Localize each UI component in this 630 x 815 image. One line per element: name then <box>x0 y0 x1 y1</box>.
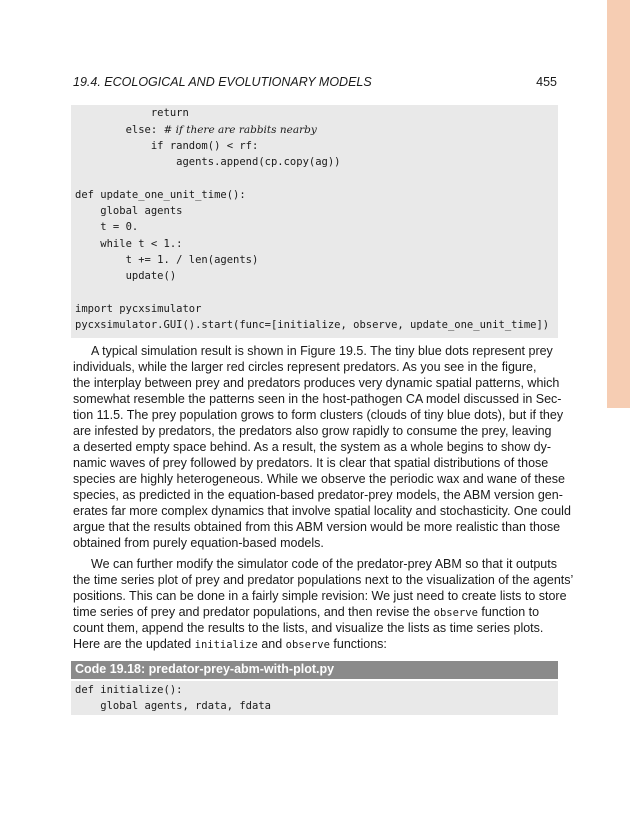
text-line: count them, append the results to the lists, and visualize the lists as time series plots. <box>73 621 544 635</box>
code-line: if random() < rf: <box>75 140 259 152</box>
section-title: 19.4. ECOLOGICAL AND EVOLUTIONARY MODELS <box>73 75 372 89</box>
text-line: erates far more complex dynamics that involve spatial locality and stochasticity. One could <box>73 504 571 518</box>
code-line: while t < 1.: <box>75 238 183 250</box>
text-line: species, as predicted in the equation-based predator-prey models, the ABM version gen- <box>73 488 563 502</box>
text-span: Here are the updated <box>73 637 195 651</box>
text-line: somewhat resemble the patterns seen in the host-pathogen CA model discussed in Sec- <box>73 392 562 406</box>
text-span: and <box>257 637 286 651</box>
code-block <box>71 681 558 715</box>
code-line: update() <box>75 270 177 282</box>
text-line: the interplay between prey and predators produces very dynamic spatial patterns, which <box>73 376 560 390</box>
code-comment: # if there are rabbits nearby <box>163 124 317 136</box>
chapter-side-tab <box>607 0 630 408</box>
text-span: function to <box>477 605 540 619</box>
text-line: a deserted empty space behind. As a result, the system as a whole begins to show dy- <box>73 440 552 454</box>
text-line: positions. This can be done in a fairly simple revision: We just need to create lists to store <box>73 589 567 603</box>
inline-code: observe <box>433 607 478 619</box>
code-line: pycxsimulator.GUI().start(func=[initialize, observe, update_one_unit_time]) <box>75 319 550 331</box>
text-span: time series of prey and predator populations, and then revise the <box>73 605 434 619</box>
code-line: def update_one_unit_time(): <box>75 189 246 201</box>
code-block <box>71 105 558 338</box>
code-line: t += 1. / len(agents) <box>75 254 259 266</box>
text-span: functions: <box>329 637 387 651</box>
text-line: tion 11.5. The prey population grows to form clusters (clouds of tiny blue dots), but if they <box>73 408 564 422</box>
inline-code: observe <box>285 639 330 651</box>
text-line: obtained from purely equation-based models. <box>73 536 324 550</box>
text-line: species are highly heterogeneous. While we observe the periodic wax and wane of these <box>73 472 565 486</box>
running-header <box>73 75 557 91</box>
page-number: 455 <box>536 75 557 89</box>
inline-code: initialize <box>194 639 258 651</box>
text-line <box>73 637 387 653</box>
code-line: def initialize(): <box>75 684 183 696</box>
code-line: agents.append(cp.copy(ag)) <box>75 156 341 168</box>
code-text: else: <box>75 124 164 136</box>
text-line: the time series plot of prey and predator populations next to the visualization of the agents’ <box>73 573 574 587</box>
code-line: return <box>75 107 189 119</box>
code-line <box>75 123 317 137</box>
code-caption <box>71 661 558 679</box>
text-line: namic waves of prey followed by predators. It is clear that spatial distributions of those <box>73 456 549 470</box>
code-line: t = 0. <box>75 221 139 233</box>
text-line: are infested by predators, the predators also grow rapidly to consume the prey, leaving <box>73 424 552 438</box>
code-line: import pycxsimulator <box>75 303 202 315</box>
text-line <box>73 605 539 621</box>
text-line: We can further modify the simulator code of the predator-prey ABM so that it outputs <box>91 557 557 571</box>
code-line: global agents <box>75 205 183 217</box>
code-line: global agents, rdata, fdata <box>75 700 271 712</box>
text-line: individuals, while the larger red circles represent predators. As you see in the figure, <box>73 360 537 374</box>
text-line: argue that the results obtained from this ABM version would be more realistic than those <box>73 520 561 534</box>
caption-text: Code 19.18: predator-prey-abm-with-plot.py <box>75 662 335 676</box>
text-line: A typical simulation result is shown in Figure 19.5. The tiny blue dots represent prey <box>91 344 553 358</box>
